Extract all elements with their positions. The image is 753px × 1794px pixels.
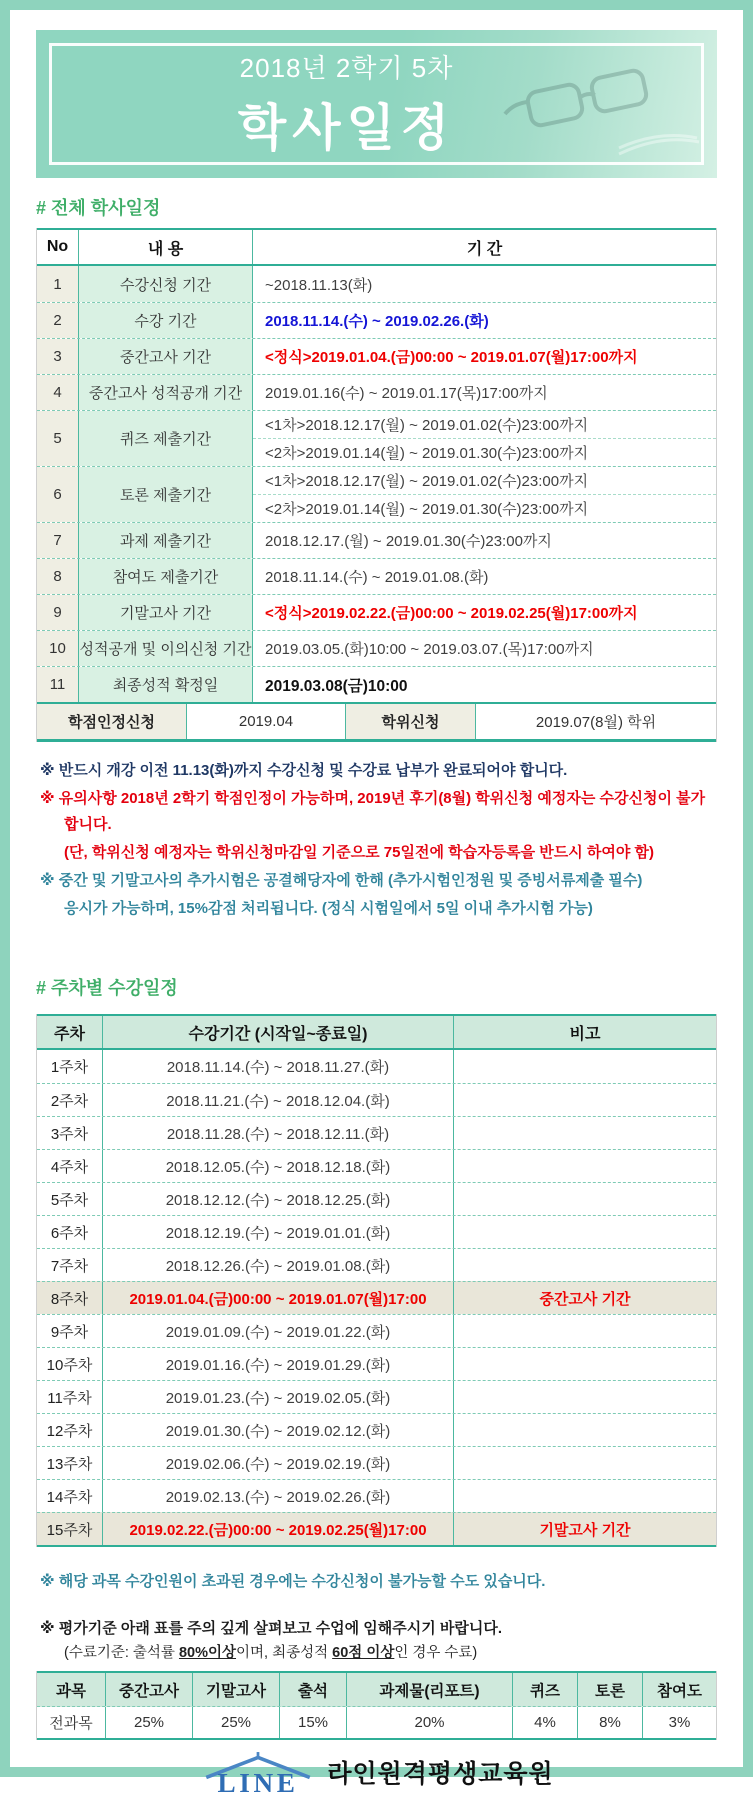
row-content: 과제 제출기간	[79, 523, 253, 558]
week-label: 1주차	[37, 1050, 103, 1083]
week-remark	[454, 1183, 716, 1215]
row-periods	[253, 339, 716, 374]
period-cell: <2차>2019.01.14(월) ~ 2019.01.30(수)23:00까지	[253, 494, 716, 522]
table-row	[37, 594, 716, 630]
week-label: 11주차	[37, 1381, 103, 1413]
row-content: 최종성적 확정일	[79, 667, 253, 702]
week-period: 2019.02.13.(수) ~ 2019.02.26.(화)	[103, 1480, 454, 1512]
table-row	[37, 466, 716, 522]
week-row	[37, 1116, 716, 1149]
schedule-table-body	[37, 266, 716, 704]
overall-schedule-table	[36, 228, 717, 742]
week-period: 2018.11.14.(수) ~ 2018.11.27.(화)	[103, 1050, 454, 1083]
week-period: 2019.02.06.(수) ~ 2019.02.19.(화)	[103, 1447, 454, 1479]
week-label: 4주차	[37, 1150, 103, 1182]
period-cell: 2019.01.16(수) ~ 2019.01.17(목)17:00까지	[265, 385, 548, 402]
table-row	[37, 374, 716, 410]
week-remark	[454, 1249, 716, 1281]
footer-value: 2019.07(8월) 학위	[535, 714, 657, 731]
section-heading-overall: # 전체 학사일정	[36, 198, 161, 218]
org-name: 라인원격평생교육원	[327, 1760, 554, 1788]
eval-column-header: 참여도	[657, 1682, 702, 1700]
row-content: 수강 기간	[79, 303, 253, 338]
week-label: 10주차	[37, 1348, 103, 1380]
week-label: 12주차	[37, 1414, 103, 1446]
row-number: 6	[37, 467, 79, 522]
note-line: ※ 반드시 개강 이전 11.13(화)까지 수강신청 및 수강료 납부가 완료되어야 합니다.	[40, 762, 568, 779]
eval-value: 4%	[513, 1707, 578, 1738]
week-remark	[454, 1480, 716, 1512]
row-content: 토론 제출기간	[79, 467, 253, 522]
week-period: 2018.11.28.(수) ~ 2018.12.11.(화)	[103, 1117, 454, 1149]
column-header-content: 내 용	[79, 230, 253, 264]
week-remark	[454, 1348, 716, 1380]
period-cell: <정식>2019.02.22.(금)00:00 ~ 2019.02.25(월)17:00까지	[265, 605, 638, 622]
eval-column-header: 퀴즈	[513, 1673, 578, 1706]
week-row	[37, 1050, 716, 1083]
table-row	[37, 558, 716, 594]
eval-column-header: 과목	[37, 1673, 106, 1706]
row-periods	[253, 559, 716, 594]
week-remark	[454, 1216, 716, 1248]
evaluation-notes	[40, 1617, 743, 1663]
period-cell: <정식>2019.01.04.(금)00:00 ~ 2019.01.07(월)17:00까지	[265, 349, 638, 366]
week-period: 2019.01.16.(수) ~ 2019.01.29.(화)	[103, 1348, 454, 1380]
row-periods	[253, 631, 716, 666]
note-line: ※ 유의사항 2018년 2학기 학점인정이 가능하며, 2019년 후기(8월) 학위신청 예정자는 수강신청이 불가합니다.	[40, 790, 706, 833]
week-period: 2019.01.23.(수) ~ 2019.02.05.(화)	[103, 1381, 454, 1413]
row-periods	[253, 523, 716, 558]
week-row	[37, 1413, 716, 1446]
eval-table-row	[37, 1707, 716, 1740]
period-cell: 2019.03.05.(화)10:00 ~ 2019.03.07.(목)17:00까지	[265, 641, 594, 658]
eval-value: 3%	[668, 1714, 691, 1731]
week-row	[37, 1083, 716, 1116]
period-cell: <1차>2018.12.17(월) ~ 2019.01.02(수)23:00까지	[265, 417, 589, 434]
week-remark	[454, 1447, 716, 1479]
week-row	[37, 1281, 716, 1314]
row-periods	[253, 303, 716, 338]
week-row	[37, 1215, 716, 1248]
eval-column-header: 기말고사	[193, 1673, 280, 1706]
note-line: ※ 평가기준 아래 표를 주의 깊게 살펴보고 수업에 임해주시기 바랍니다.	[40, 1620, 502, 1637]
row-number: 5	[37, 411, 79, 466]
week-label: 6주차	[37, 1216, 103, 1248]
week-row	[37, 1314, 716, 1347]
completion-note-prefix: (수료기준: 출석률	[64, 1645, 179, 1661]
table-row	[37, 302, 716, 338]
column-header-week: 주차	[37, 1016, 103, 1048]
period-cell: 2018.12.17.(월) ~ 2019.01.30(수)23:00까지	[265, 533, 552, 550]
footer-label: 학점인정신청	[37, 704, 187, 739]
eval-value: 25%	[193, 1707, 280, 1738]
week-period: 2018.12.26.(수) ~ 2019.01.08.(화)	[103, 1249, 454, 1281]
week-label: 14주차	[37, 1480, 103, 1512]
week-period: 2018.12.05.(수) ~ 2018.12.18.(화)	[103, 1150, 454, 1182]
eval-column-header: 출석	[280, 1673, 347, 1706]
footer-value: 2019.04	[187, 704, 346, 739]
week-row	[37, 1248, 716, 1281]
completion-note-suffix: 인 경우 수료)	[394, 1645, 478, 1661]
week-period: 2018.12.19.(수) ~ 2019.01.01.(화)	[103, 1216, 454, 1248]
week-label: 9주차	[37, 1315, 103, 1347]
eval-value: 20%	[347, 1707, 513, 1738]
table-row	[37, 410, 716, 466]
week-period: 2019.01.09.(수) ~ 2019.01.22.(화)	[103, 1315, 454, 1347]
overflow-note-wrap	[40, 1569, 743, 1595]
row-number: 1	[37, 266, 79, 302]
row-periods	[253, 467, 716, 522]
week-period: 2019.02.22.(금)00:00 ~ 2019.02.25(월)17:00	[103, 1513, 454, 1545]
note-line: ※ 중간 및 기말고사의 추가시험은 공결해당자에 한해 (추가시험인정원 및 증빙서류제출 필수)	[40, 872, 643, 889]
line-logo-icon	[199, 1750, 317, 1794]
eval-column-header: 중간고사	[106, 1673, 193, 1706]
column-header-remark: 비고	[569, 1025, 601, 1043]
week-row	[37, 1347, 716, 1380]
week-remark	[454, 1381, 716, 1413]
logo-text: LINE	[217, 1767, 299, 1794]
row-content: 중간고사 성적공개 기간	[79, 375, 253, 410]
week-remark	[454, 1117, 716, 1149]
week-label: 13주차	[37, 1447, 103, 1479]
row-number: 10	[37, 631, 79, 666]
table-row	[37, 630, 716, 666]
header-banner	[36, 30, 717, 178]
note-line: ※ 해당 과목 수강인원이 초과된 경우에는 수강신청이 불가능할 수도 있습니다.	[40, 1573, 546, 1590]
period-cell: <1차>2018.12.17(월) ~ 2019.01.02(수)23:00까지	[265, 473, 589, 490]
row-number: 4	[37, 375, 79, 410]
week-row	[37, 1446, 716, 1479]
week-label: 3주차	[37, 1117, 103, 1149]
table-row	[37, 666, 716, 702]
week-remark: 중간고사 기간	[539, 1290, 631, 1308]
period-cell: 2018.11.14.(수) ~ 2019.01.08.(화)	[265, 569, 489, 586]
overall-notes	[40, 758, 710, 922]
week-remark	[454, 1150, 716, 1182]
row-periods	[253, 667, 716, 702]
completion-note-mid: 이며, 최종성적	[236, 1645, 333, 1661]
overall-table-header	[37, 228, 716, 266]
column-header-period: 기 간	[466, 240, 503, 258]
row-number: 2	[37, 303, 79, 338]
week-row	[37, 1380, 716, 1413]
row-content: 중간고사 기간	[79, 339, 253, 374]
week-label: 2주차	[37, 1084, 103, 1116]
row-content: 수강신청 기간	[79, 266, 253, 302]
banner-subtitle: 2018년 2학기 5차	[239, 53, 454, 83]
week-remark	[454, 1050, 716, 1083]
week-row	[37, 1512, 716, 1545]
weekly-schedule-table	[36, 1014, 717, 1547]
row-periods	[253, 411, 716, 466]
week-label: 8주차	[37, 1282, 103, 1314]
row-number: 3	[37, 339, 79, 374]
eval-table-header	[37, 1671, 716, 1707]
row-content: 참여도 제출기간	[79, 559, 253, 594]
row-content: 성적공개 및 이의신청 기간	[79, 631, 253, 666]
weekly-table-header	[37, 1014, 716, 1050]
completion-note-score: 60점 이상	[332, 1645, 395, 1661]
column-header-no: No	[37, 230, 79, 264]
period-cell: ~2018.11.13(화)	[265, 276, 373, 294]
row-content: 기말고사 기간	[79, 595, 253, 630]
footer-label: 학위신청	[346, 704, 476, 739]
evaluation-table	[36, 1671, 717, 1740]
week-remark	[454, 1315, 716, 1347]
eval-column-header: 토론	[578, 1673, 643, 1706]
week-label: 5주차	[37, 1183, 103, 1215]
period-cell: 2019.03.08(금)10:00	[265, 677, 408, 695]
row-content: 퀴즈 제출기간	[79, 411, 253, 466]
weeks-table-body	[37, 1050, 716, 1547]
week-remark	[454, 1084, 716, 1116]
eval-value: 전과목	[37, 1707, 106, 1738]
eval-value: 15%	[280, 1707, 347, 1738]
note-line: 응시가 가능하며, 15%감점 처리됩니다. (정식 시험일에서 5일 이내 추가시험 가능)	[64, 900, 593, 917]
schedule-table-footer	[37, 704, 716, 742]
row-periods	[253, 375, 716, 410]
table-row	[37, 522, 716, 558]
week-label: 7주차	[37, 1249, 103, 1281]
week-remark	[454, 1414, 716, 1446]
period-cell: 2018.11.14.(수) ~ 2019.02.26.(화)	[265, 313, 489, 330]
period-cell: <2차>2019.01.14(월) ~ 2019.01.30(수)23:00까지	[253, 438, 716, 466]
row-number: 7	[37, 523, 79, 558]
row-number: 11	[37, 667, 79, 702]
completion-note-attendance: 80%이상	[178, 1645, 237, 1661]
page-title: 학사일정	[237, 100, 456, 156]
column-header-week-period: 수강기간 (시작일~종료일)	[103, 1016, 454, 1048]
week-remark: 기말고사 기간	[539, 1521, 631, 1539]
eval-value: 25%	[106, 1707, 193, 1738]
week-row	[37, 1149, 716, 1182]
footer-logo	[10, 1750, 743, 1794]
eval-column-header: 과제물(리포트)	[347, 1673, 513, 1706]
section-heading-weekly: # 주차별 수강일정	[36, 978, 178, 998]
week-period: 2019.01.30.(수) ~ 2019.02.12.(화)	[103, 1414, 454, 1446]
week-period: 2018.11.21.(수) ~ 2018.12.04.(화)	[103, 1084, 454, 1116]
row-number: 8	[37, 559, 79, 594]
week-row	[37, 1479, 716, 1512]
completion-note	[40, 1643, 743, 1663]
week-label: 15주차	[37, 1513, 103, 1545]
eval-value: 8%	[578, 1707, 643, 1738]
row-number: 9	[37, 595, 79, 630]
week-period: 2018.12.12.(수) ~ 2018.12.25.(화)	[103, 1183, 454, 1215]
row-periods	[253, 266, 716, 302]
table-row	[37, 266, 716, 302]
row-periods	[253, 595, 716, 630]
note-line: (단, 학위신청 예정자는 학위신청마감일 기준으로 75일전에 학습자등록을 반드시 하여야 함)	[64, 844, 654, 861]
table-row	[37, 338, 716, 374]
week-period: 2019.01.04.(금)00:00 ~ 2019.01.07(월)17:00	[103, 1282, 454, 1314]
week-row	[37, 1182, 716, 1215]
